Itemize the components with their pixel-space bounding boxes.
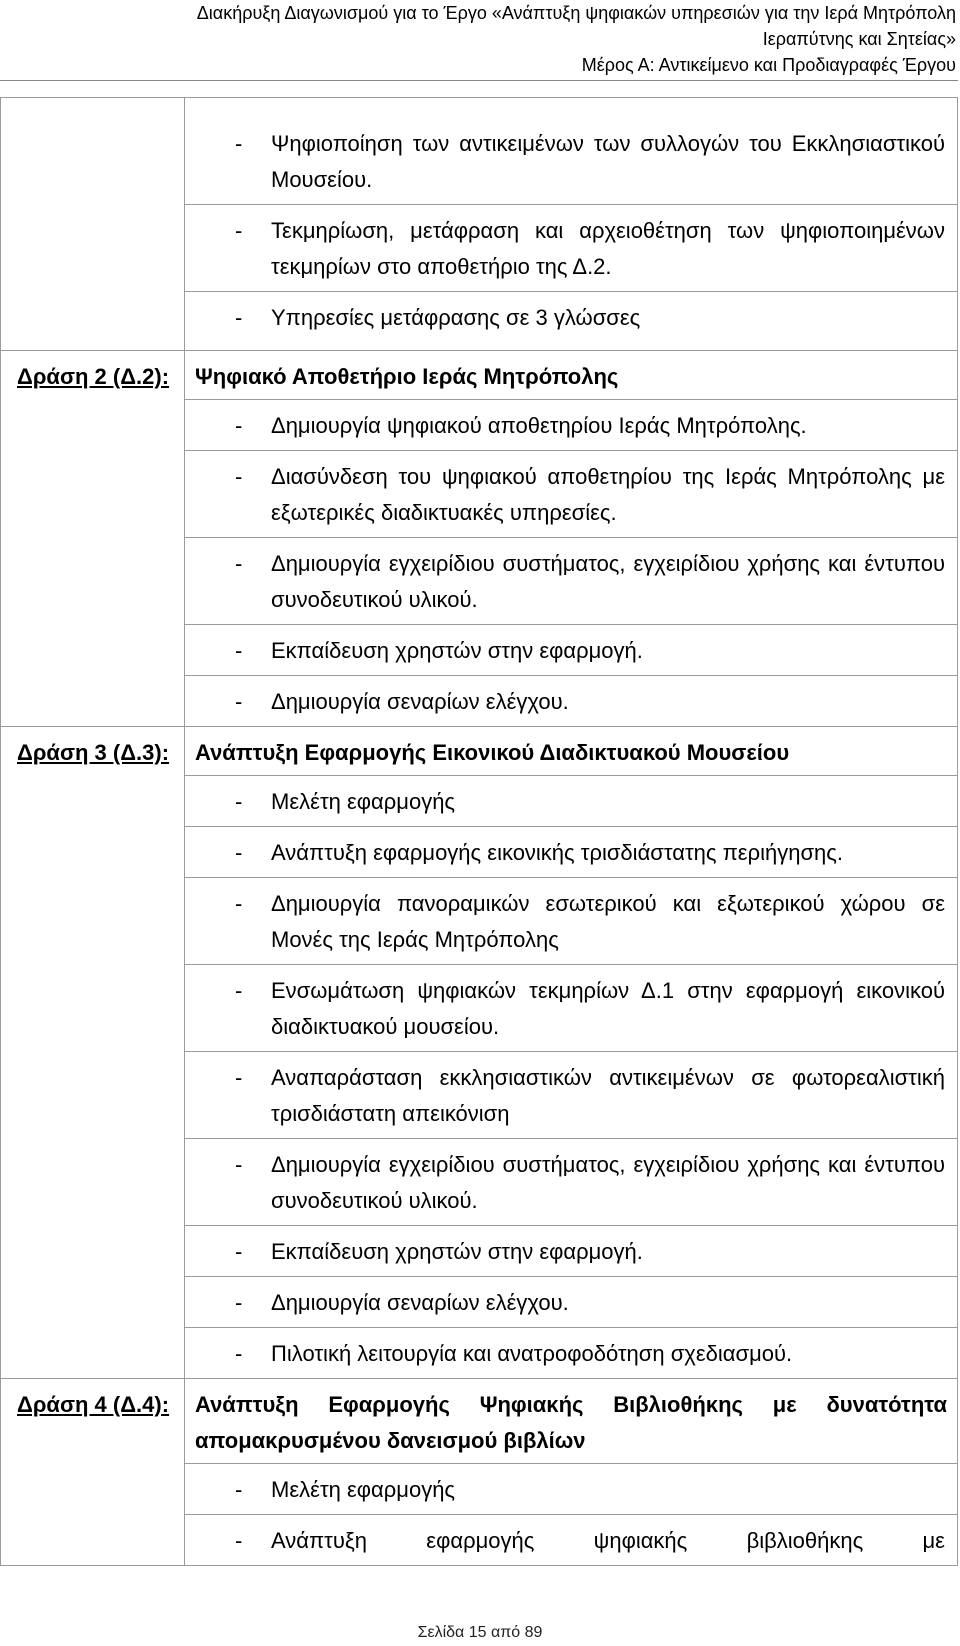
action-title: Ανάπτυξη Εφαρμογής Εικονικού Διαδικτυακού Μουσείου [195,740,790,765]
dash-bullet: - [235,1477,243,1502]
list-item-text: Δημιουργία εγχειρίδιου συστήματος, εγχειρίδιου χρήσης και έντυπου συνοδευτικού υλικού. [271,1152,945,1213]
list-item-text: Δημιουργία εγχειρίδιου συστήματος, εγχειρίδιου χρήσης και έντυπου συνοδευτικού υλικού. [271,551,945,612]
action-content-cell [185,727,958,1379]
action-content-cell [185,98,958,351]
list-item-text: Εκπαίδευση χρηστών στην εφαρμογή. [271,638,643,663]
list-item [185,1276,957,1327]
dash-bullet: - [235,218,243,243]
page-header [0,0,956,78]
list-item [185,204,957,291]
list-item-text: Τεκμηρίωση, μετάφραση και αρχειοθέτηση των ψηφιοποιημένων τεκμηρίων στο αποθετήριο της Δ.2. [271,218,945,279]
dash-bullet: - [235,1528,243,1553]
header-subtitle: Μέρος Α: Αντικείμενο και Προδιαγραφές Έργου [581,55,956,75]
dash-bullet: - [235,638,243,663]
dash-bullet: - [235,305,243,330]
dash-bullet: - [235,464,243,489]
list-item [185,1225,957,1276]
dash-bullet: - [235,1341,243,1366]
table-row [1,351,958,727]
list-item-text: Ανάπτυξη εφαρμογής εικονικής τρισδιάστατης περιήγησης. [271,840,843,865]
list-item-text: Ψηφιοποίηση των αντικειμένων των συλλογών του Εκκλησιαστικού Μουσείου. [271,131,945,192]
list-item [185,1463,957,1514]
list-item-text: Ανάπτυξη εφαρμογής ψηφιακής βιβλιοθήκης με [271,1528,945,1553]
list-item-text: Αναπαράσταση εκκλησιαστικών αντικειμένων σε φωτορεαλιστική τρισδιάστατη απεικόνιση [271,1065,945,1126]
action-label-cell [1,351,185,727]
list-item [185,98,957,204]
list-item [185,399,957,450]
list-item [185,537,957,624]
dash-bullet: - [235,840,243,865]
dash-bullet: - [235,978,243,1003]
action-label-cell [1,98,185,351]
list-item-text: Εκπαίδευση χρηστών στην εφαρμογή. [271,1239,643,1264]
header-divider [0,80,958,81]
dash-bullet: - [235,891,243,916]
action-title: Ψηφιακό Αποθετήριο Ιεράς Μητρόπολης [195,364,619,389]
table-row [1,727,958,1379]
list-item [185,1514,957,1565]
list-item-text: Δημιουργία σεναρίων ελέγχου. [271,689,569,714]
list-item [185,877,957,964]
dash-bullet: - [235,1290,243,1315]
list-item [185,450,957,537]
list-item [185,1138,957,1225]
action-label-cell [1,727,185,1379]
action-label: Δράση 2 (Δ.2): [17,364,170,389]
list-item-text: Διασύνδεση του ψηφιακού αποθετηρίου της Ιεράς Μητρόπολης με εξωτερικές διαδικτυακές υπηρεσίες. [271,464,945,525]
actions-table [0,97,958,1566]
action-label-cell [1,1379,185,1566]
list-item-text: Πιλοτική λειτουργία και ανατροφοδότηση σχεδιασμού. [271,1341,793,1366]
action-title: Ανάπτυξη Εφαρμογής Ψηφιακής Βιβλιοθήκης με δυνατότητα απομακρυσμένου δανεισμού βιβλίων [195,1392,947,1453]
dash-bullet: - [235,1065,243,1090]
action-label: Δράση 3 (Δ.3): [17,740,170,765]
table-row [1,1379,958,1566]
action-content-cell [185,351,958,727]
list-item [185,964,957,1051]
list-item-text: Δημιουργία σεναρίων ελέγχου. [271,1290,569,1315]
list-item-text: Δημιουργία πανοραμικών εσωτερικού και εξωτερικού χώρου σε Μονές της Ιεράς Μητρόπολης [271,891,945,952]
table-row [1,98,958,351]
dash-bullet: - [235,1152,243,1177]
list-item [185,624,957,675]
list-item [185,291,957,350]
list-item [185,1327,957,1378]
dash-bullet: - [235,1239,243,1264]
list-item-text: Υπηρεσίες μετάφρασης σε 3 γλώσσες [271,305,641,330]
dash-bullet: - [235,413,243,438]
action-content-cell [185,1379,958,1566]
list-item [185,1051,957,1138]
list-item [185,675,957,726]
header-title-line-1: Διακήρυξη Διαγωνισμού για το Έργο «Ανάπτυξη ψηφιακών υπηρεσιών για την Ιερά Μητρόπολη [196,3,956,23]
dash-bullet: - [235,131,243,156]
dash-bullet: - [235,789,243,814]
list-item-text: Μελέτη εφαρμογής [271,789,456,814]
list-item [185,826,957,877]
list-item-text: Μελέτη εφαρμογής [271,1477,456,1502]
dash-bullet: - [235,551,243,576]
header-title-line-2: Ιεραπύτνης και Σητείας» [762,29,956,49]
action-label: Δράση 4 (Δ.4): [17,1392,170,1417]
list-item-text: Ενσωμάτωση ψηφιακών τεκμηρίων Δ.1 στην εφαρμογή εικονικού διαδικτυακού μουσείου. [271,978,945,1039]
dash-bullet: - [235,689,243,714]
page-footer: Σελίδα 15 από 89 [417,1624,543,1641]
list-item [185,775,957,826]
list-item-text: Δημιουργία ψηφιακού αποθετηρίου Ιεράς Μητρόπολης. [271,413,807,438]
